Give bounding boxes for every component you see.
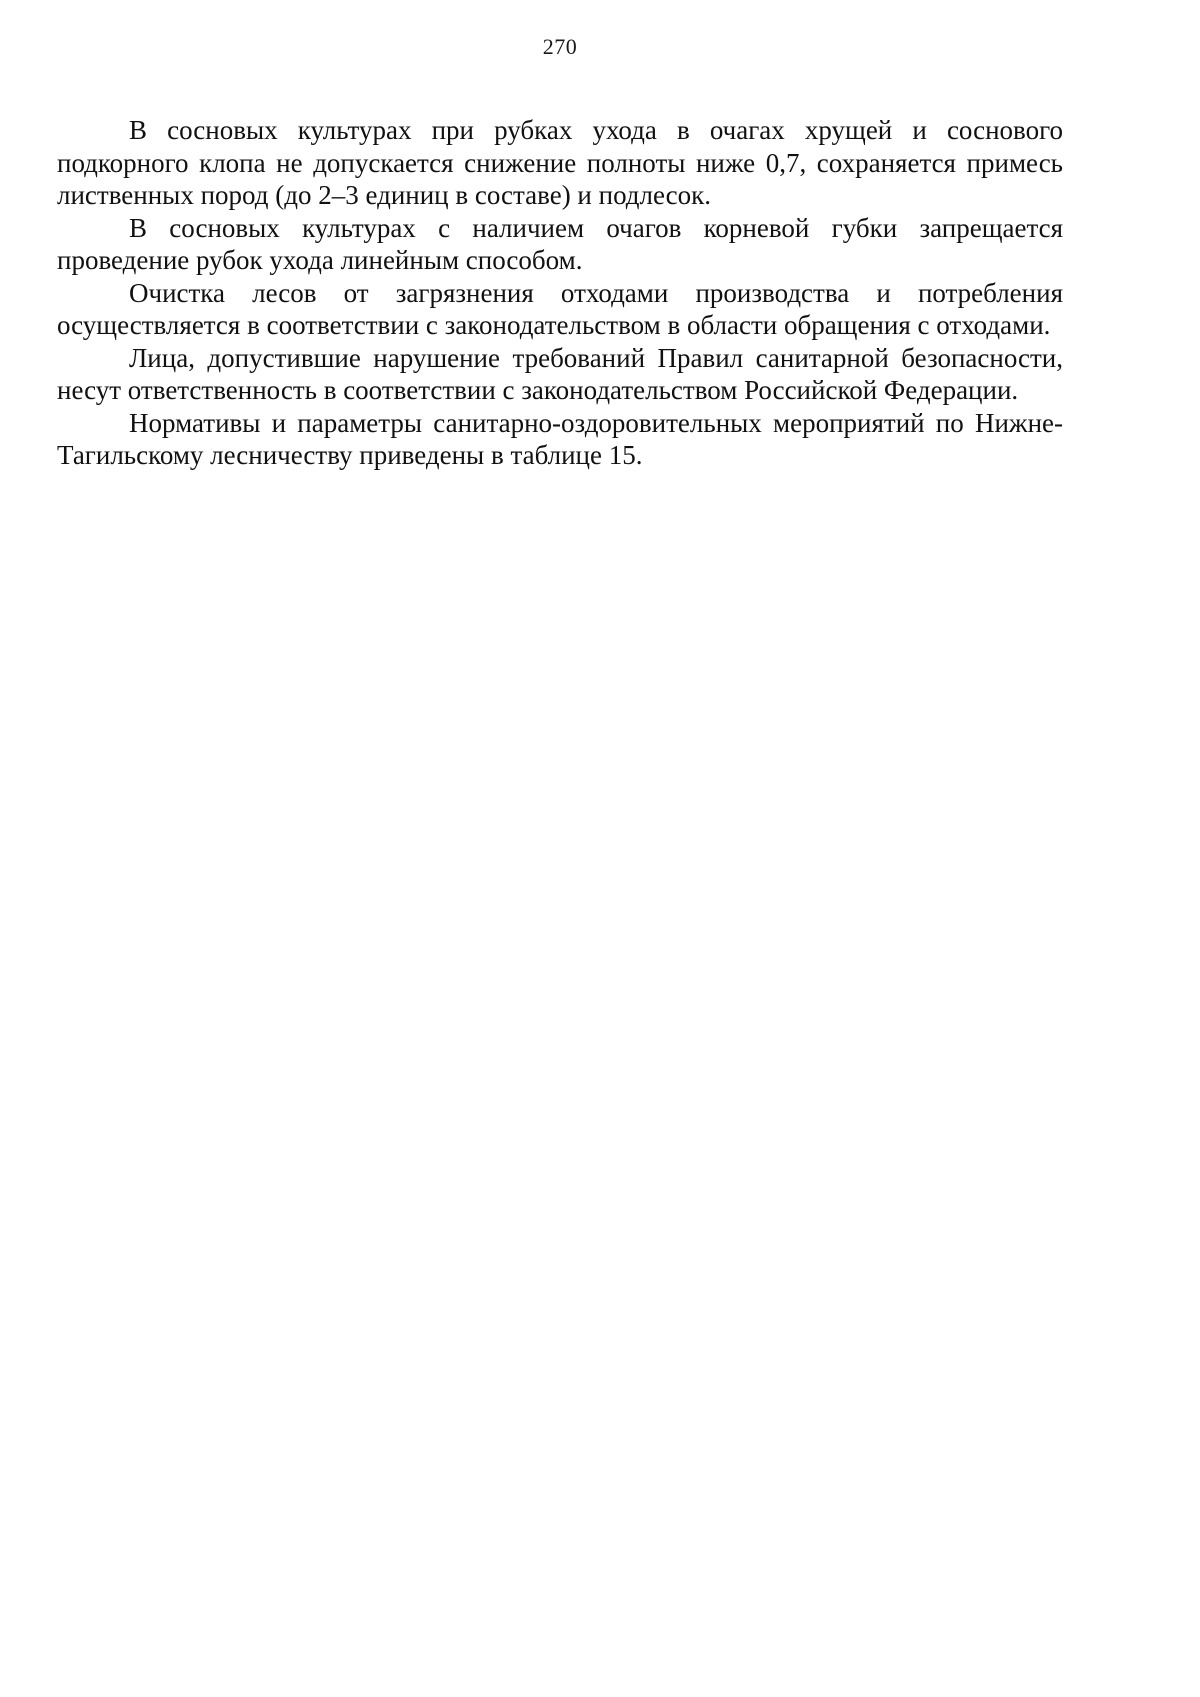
body-text (57, 114, 1063, 472)
paragraph-responsibility: Лица, допустившие нарушение требований Правил санитарной безопасности, несут ответственность в соответствии с законодательством Российской Федерации. (57, 342, 1063, 405)
page-number: 270 (542, 34, 578, 59)
paragraph-forest-cleaning: Очистка лесов от загрязнения отходами производства и потребления осуществляется в соответствии с законодательством в области обращения с отходами. (57, 277, 1063, 340)
paragraph-root-fungus: В сосновых культурах с наличием очагов корневой губки запрещается проведение рубок ухода линейным способом. (57, 212, 1063, 275)
paragraph-norms-reference: Нормативы и параметры санитарно-оздоровительных мероприятий по Нижне-Тагильскому лесничеству приведены в таблице 15. (57, 407, 1063, 470)
paragraph-pine-cultures-thinning: В сосновых культурах при рубках ухода в очагах хрущей и соснового подкорного клопа не допускается снижение полноты ниже 0,7, сохраняется примесь лиственных пород (до 2–3 единиц в составе) и подлесок. (57, 115, 1063, 210)
